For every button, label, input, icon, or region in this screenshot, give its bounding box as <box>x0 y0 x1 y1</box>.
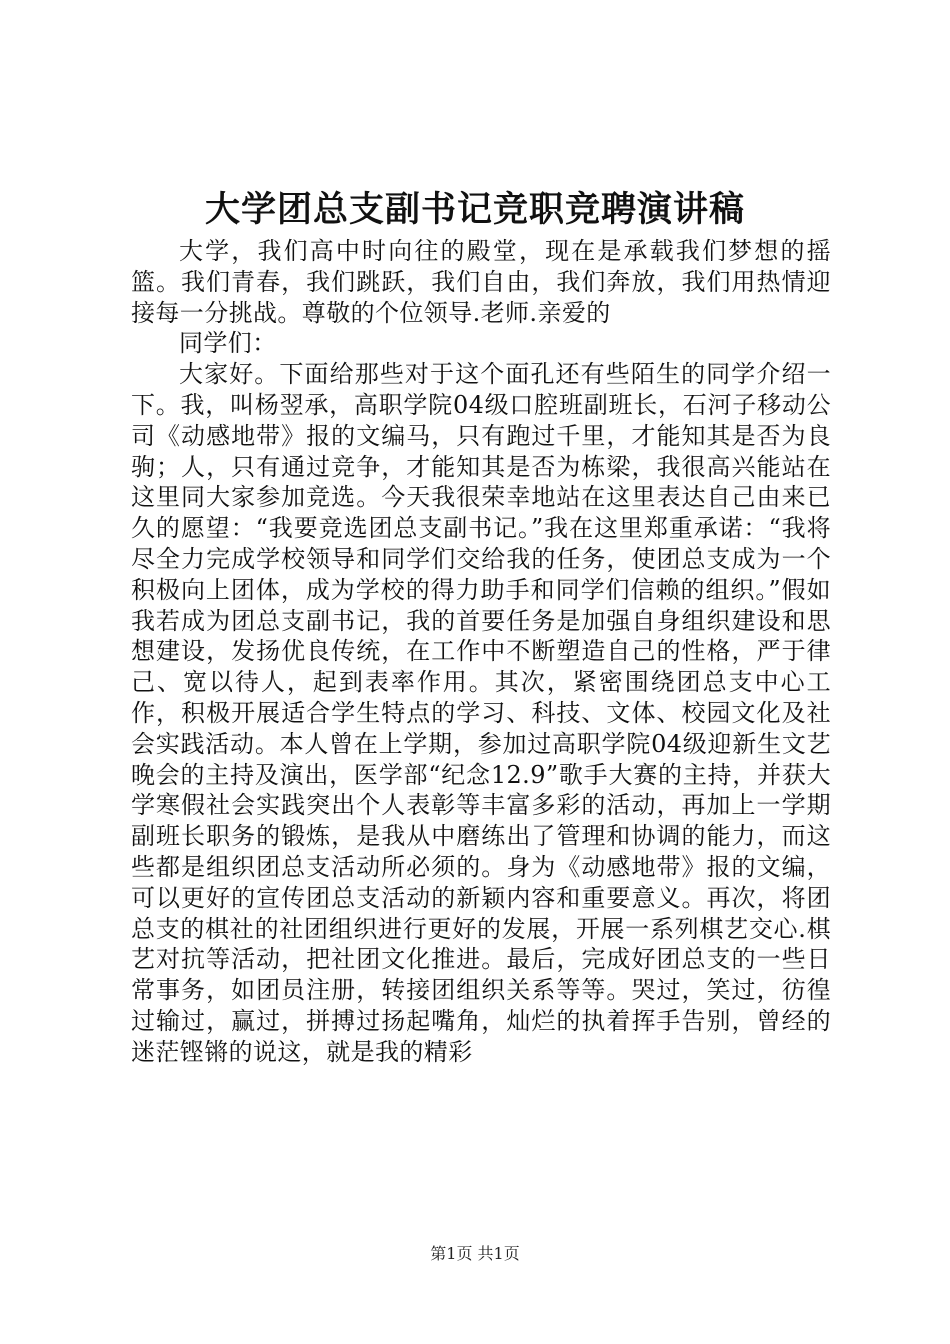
paragraph-salutation: 同学们： <box>179 329 277 358</box>
document-body <box>131 236 831 1068</box>
page-footer: 第1页 共1页 <box>430 1244 520 1263</box>
paragraph-intro: 大学，我们高中时向往的殿堂，现在是承载我们梦想的摇篮。我们青春，我们跳跃，我们自由，我们奔放，我们用热情迎接每一分挑战。尊敬的个位领导.老师.亲爱的 <box>131 237 831 327</box>
paragraph-main: 大家好。下面给那些对于这个面孔还有些陌生的同学介绍一下。我，叫杨翌承，高职学院04级口腔班副班长，石河子移动公司《动感地带》报的文编马，只有跑过千里，才能知其是否为良驹；人，只有通过竞争，才能知其是否为栋梁，我很高兴能站在这里同大家参加竞选。今天我很荣幸地站在这里表达自己由来已久的愿望：“我要竞选团总支副书记。”我在这里郑重承诺：“我将尽全力完成学校领导和同学们交给我的任务，使团总支成为一个积极向上团体，成为学校的得力助手和同学们信赖的组织。”假如我若成为团总支副书记，我的首要任务是加强自身组织建设和思想建设，发扬优良传统，在工作中不断塑造自己的性格，严于律己、宽以待人，起到表率作用。其次，紧密围绕团总支中心工作，积极开展适合学生特点的学习、科技、文体、校园文化及社会实践活动。本人曾在上学期，参加过高职学院04级迎新生文艺晚会的主持及演出，医学部“纪念12.9”歌手大赛的主持，并获大学寒假社会实践突出个人表彰等丰富多彩的活动，再加上一学期副班长职务的锻炼，是我从中磨练出了管理和协调的能力，而这些都是组织团总支活动所必须的。身为《动感地带》报的文编，可以更好的宣传团总支活动的新颖内容和重要意义。再次，将团总支的棋社的社团组织进行更好的发展，开展一系列棋艺交心.棋艺对抗等活动，把社团文化推进。最后，完成好团总支的一些日常事务，如团员注册，转接团组织关系等等。哭过，笑过，彷徨过输过，赢过，拼搏过扬起嘴角，灿烂的执着挥手告别，曾经的迷茫铿锵的说这，就是我的精彩 <box>131 360 831 1066</box>
document-title: 大学团总支副书记竞职竞聘演讲稿 <box>204 189 745 230</box>
